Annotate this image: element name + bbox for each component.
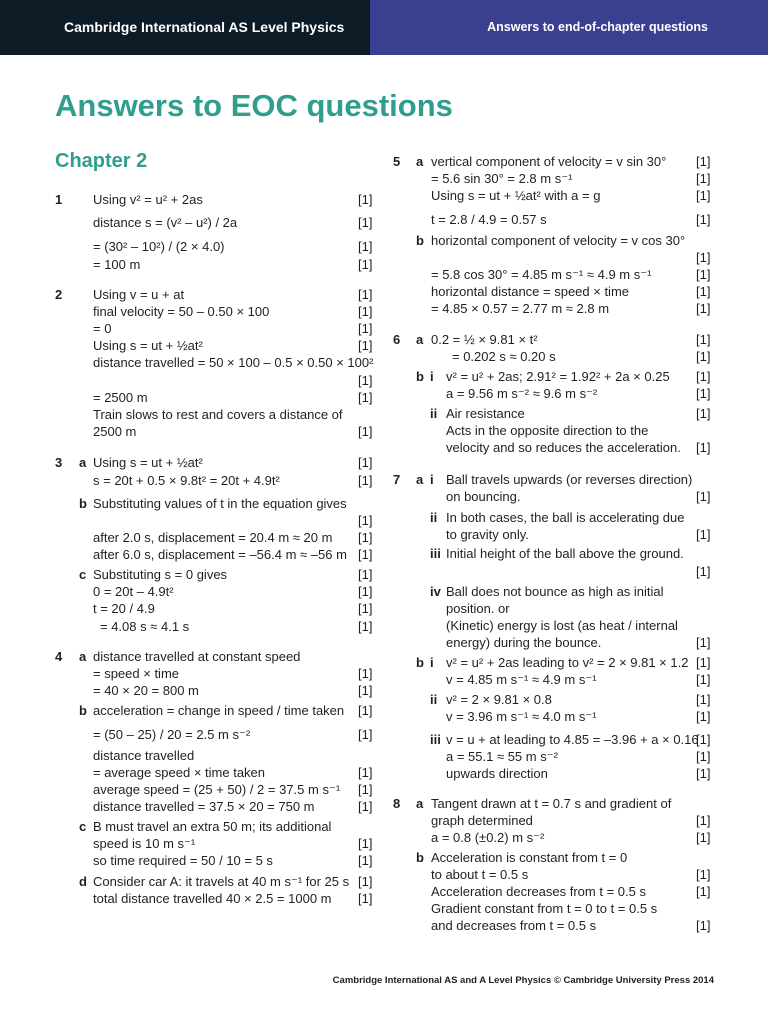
part-label: d [79, 874, 87, 889]
answer-line: speed is 10 m s⁻¹ [93, 836, 196, 851]
answer-line: a = 9.56 m s⁻² ≈ 9.6 m s⁻² [446, 386, 598, 401]
mark-allocation: [1] [696, 440, 711, 455]
mark-allocation: [1] [696, 188, 711, 203]
mark-allocation: [1] [696, 267, 711, 282]
answer-line: horizontal distance = speed × time [431, 284, 630, 299]
answer-line: distance s = (v² – u²) / 2a [93, 215, 238, 230]
part-label: ii [430, 510, 438, 525]
answer-line: = 4.85 × 0.57 = 2.77 m ≈ 2.8 m [431, 301, 610, 316]
answer-line: = (50 – 25) / 20 = 2.5 m s⁻² [93, 727, 251, 742]
answer-line: to about t = 0.5 s [431, 867, 529, 882]
answer-line: Tangent drawn at t = 0.7 s and gradient of [431, 796, 672, 811]
answer-line: velocity and so reduces the acceleration. [446, 440, 681, 455]
mark-allocation: [1] [696, 349, 711, 364]
answer-line: Initial height of the ball above the ground. [446, 546, 684, 561]
answer-line: distance travelled = 50 × 100 – 0.5 × 0.50 × 100² [93, 355, 374, 370]
answer-line: Acceleration decreases from t = 0.5 s [431, 884, 646, 899]
answer-line: = 40 × 20 = 800 m [93, 683, 199, 698]
question-number: 2 [55, 287, 63, 302]
answer-line: = 2500 m [93, 390, 148, 405]
answer-line: Ball does not bounce as high as initial [446, 584, 664, 599]
answer-line: Gradient constant from t = 0 to t = 0.5 s [431, 901, 658, 916]
answer-line: Train slows to rest and covers a distance of [93, 407, 343, 422]
answer-line: to gravity only. [446, 527, 529, 542]
part-label: i [430, 369, 434, 384]
part-label: a [416, 332, 424, 347]
question-number: 5 [393, 154, 401, 169]
mark-allocation: [1] [696, 635, 711, 650]
mark-allocation: [1] [358, 215, 373, 230]
answer-line: Acceleration is constant from t = 0 [431, 850, 628, 865]
question-number: 4 [55, 649, 63, 664]
answer-line: after 6.0 s, displacement = –56.4 m ≈ –56 m [93, 547, 347, 562]
mark-allocation: [1] [696, 369, 711, 384]
answer-line: so time required = 50 / 10 = 5 s [93, 853, 273, 868]
answer-line: Air resistance [446, 406, 525, 421]
part-label: b [416, 655, 424, 670]
answer-line: (Kinetic) energy is lost (as heat / internal [446, 618, 678, 633]
answer-line: v² = u² + 2as; 2.91² = 1.92² + 2a × 0.25 [446, 369, 670, 384]
mark-allocation: [1] [358, 683, 373, 698]
mark-allocation: [1] [696, 284, 711, 299]
answer-line: vertical component of velocity = v sin 30° [431, 154, 667, 169]
part-label: a [416, 472, 424, 487]
answer-line: distance travelled = 37.5 × 20 = 750 m [93, 799, 315, 814]
mark-allocation: [1] [358, 373, 373, 388]
mark-allocation: [1] [358, 799, 373, 814]
answer-line: energy) during the bounce. [446, 635, 602, 650]
answer-line: B must travel an extra 50 m; its additional [93, 819, 332, 834]
mark-allocation: [1] [696, 406, 711, 421]
part-label: iv [430, 584, 441, 599]
answer-line: Ball travels upwards (or reverses direction) [446, 472, 693, 487]
mark-allocation: [1] [358, 513, 373, 528]
answer-line: t = 20 / 4.9 [93, 601, 155, 616]
mark-allocation: [1] [696, 212, 711, 227]
mark-allocation: [1] [696, 386, 711, 401]
answer-line: = 4.08 s ≈ 4.1 s [100, 619, 190, 634]
mark-allocation: [1] [358, 473, 373, 488]
answer-line: average speed = (25 + 50) / 2 = 37.5 m s⁻¹ [93, 782, 341, 797]
mark-allocation: [1] [358, 703, 373, 718]
answer-line: Substituting s = 0 gives [93, 567, 228, 582]
mark-allocation: [1] [358, 891, 373, 906]
mark-allocation: [1] [696, 250, 711, 265]
mark-allocation: [1] [358, 530, 373, 545]
answer-line: v = 4.85 m s⁻¹ ≈ 4.9 m s⁻¹ [446, 672, 597, 687]
answer-line: on bouncing. [446, 489, 521, 504]
part-label: a [416, 796, 424, 811]
part-label: c [79, 819, 87, 834]
answer-line: total distance travelled 40 × 2.5 = 1000 m [93, 891, 332, 906]
mark-allocation: [1] [358, 853, 373, 868]
answer-line: = 0 [93, 321, 112, 336]
answer-line: distance travelled [93, 748, 195, 763]
mark-allocation: [1] [696, 709, 711, 724]
question-number: 7 [393, 472, 401, 487]
answer-line: = 5.8 cos 30° = 4.85 m s⁻¹ ≈ 4.9 m s⁻¹ [431, 267, 652, 282]
mark-allocation: [1] [358, 601, 373, 616]
mark-allocation: [1] [358, 390, 373, 405]
mark-allocation: [1] [358, 547, 373, 562]
answer-line: v² = u² + 2as leading to v² = 2 × 9.81 × 1.2 [446, 655, 689, 670]
mark-allocation: [1] [696, 564, 711, 579]
header-book-title: Cambridge International AS Level Physics [0, 0, 370, 55]
answer-line: Using v = u + at [93, 287, 185, 302]
answer-line: t = 2.8 / 4.9 = 0.57 s [431, 212, 547, 227]
mark-allocation: [1] [696, 813, 711, 828]
answer-line: v = 3.96 m s⁻¹ ≈ 4.0 m s⁻¹ [446, 709, 597, 724]
part-label: iii [430, 732, 441, 747]
mark-allocation: [1] [696, 171, 711, 186]
mark-allocation: [1] [696, 672, 711, 687]
mark-allocation: [1] [696, 884, 711, 899]
answer-line: v² = 2 × 9.81 × 0.8 [446, 692, 552, 707]
answer-line: s = 20t + 0.5 × 9.8t² = 20t + 4.9t² [93, 473, 280, 488]
mark-allocation: [1] [696, 489, 711, 504]
question-number: 3 [55, 455, 63, 470]
answer-line: Substituting values of t in the equation gives [93, 496, 347, 511]
answer-line: Using s = ut + ½at² [93, 455, 203, 470]
mark-allocation: [1] [696, 867, 711, 882]
part-label: iii [430, 546, 441, 561]
answer-line: final velocity = 50 – 0.50 × 100 [93, 304, 270, 319]
part-label: b [416, 850, 424, 865]
mark-allocation: [1] [358, 836, 373, 851]
part-label: a [79, 455, 87, 470]
mark-allocation: [1] [696, 749, 711, 764]
answer-line: 2500 m [93, 424, 137, 439]
mark-allocation: [1] [358, 424, 373, 439]
chapter-heading: Chapter 2 [55, 150, 148, 172]
answer-line: = (30² – 10²) / (2 × 4.0) [93, 239, 225, 254]
answer-line: 0 = 20t – 4.9t² [93, 584, 174, 599]
part-label: b [416, 233, 424, 248]
mark-allocation: [1] [696, 732, 711, 747]
answer-line: a = 0.8 (±0.2) m s⁻² [431, 830, 545, 845]
answer-line: position. or [446, 601, 510, 616]
answer-line: Using s = ut + ½at² with a = g [431, 188, 601, 203]
mark-allocation: [1] [696, 301, 711, 316]
mark-allocation: [1] [358, 666, 373, 681]
answer-line: horizontal component of velocity = v cos 30° [431, 233, 686, 248]
answer-line: distance travelled at constant speed [93, 649, 301, 664]
mark-allocation: [1] [358, 304, 373, 319]
answer-line: = speed × time [93, 666, 179, 681]
mark-allocation: [1] [696, 830, 711, 845]
answer-line: = 100 m [93, 257, 141, 272]
answer-line: and decreases from t = 0.5 s [431, 918, 597, 933]
answer-line: In both cases, the ball is accelerating due [446, 510, 685, 525]
answer-line: = 0.202 s ≈ 0.20 s [452, 349, 556, 364]
question-number: 8 [393, 796, 401, 811]
mark-allocation: [1] [696, 332, 711, 347]
answer-line: v = u + at leading to 4.85 = –3.96 + a × 0.16 [446, 732, 699, 747]
mark-allocation: [1] [696, 527, 711, 542]
answer-line: after 2.0 s, displacement = 20.4 m ≈ 20 m [93, 530, 333, 545]
mark-allocation: [1] [358, 287, 373, 302]
mark-allocation: [1] [358, 455, 373, 470]
answer-line: acceleration = change in speed / time taken [93, 703, 345, 718]
mark-allocation: [1] [358, 584, 373, 599]
mark-allocation: [1] [358, 727, 373, 742]
mark-allocation: [1] [358, 874, 373, 889]
answer-line: = 5.6 sin 30° = 2.8 m s⁻¹ [431, 171, 573, 186]
part-label: i [430, 655, 434, 670]
page-title: Answers to EOC questions [55, 88, 453, 123]
header-section-title: Answers to end-of-chapter questions [370, 0, 768, 55]
answer-line: upwards direction [446, 766, 548, 781]
part-label: b [79, 496, 87, 511]
part-label: i [430, 472, 434, 487]
mark-allocation: [1] [696, 918, 711, 933]
part-label: ii [430, 692, 438, 707]
mark-allocation: [1] [696, 766, 711, 781]
part-label: ii [430, 406, 438, 421]
mark-allocation: [1] [696, 154, 711, 169]
answer-line: = average speed × time taken [93, 765, 266, 780]
mark-allocation: [1] [358, 567, 373, 582]
part-label: a [79, 649, 87, 664]
question-number: 1 [55, 192, 63, 207]
answer-line: graph determined [431, 813, 533, 828]
part-label: a [416, 154, 424, 169]
mark-allocation: [1] [696, 655, 711, 670]
mark-allocation: [1] [358, 338, 373, 353]
part-label: b [79, 703, 87, 718]
mark-allocation: [1] [358, 782, 373, 797]
mark-allocation: [1] [358, 321, 373, 336]
answer-line: Acts in the opposite direction to the [446, 423, 649, 438]
mark-allocation: [1] [358, 619, 373, 634]
answer-line: Using v² = u² + 2as [93, 192, 203, 207]
part-label: b [416, 369, 424, 384]
mark-allocation: [1] [696, 692, 711, 707]
answer-line: Using s = ut + ½at² [93, 338, 203, 353]
mark-allocation: [1] [358, 257, 373, 272]
answer-line: 0.2 = ½ × 9.81 × t² [431, 332, 538, 347]
part-label: c [79, 567, 87, 582]
answer-line: a = 55.1 ≈ 55 m s⁻² [446, 749, 558, 764]
mark-allocation: [1] [358, 192, 373, 207]
mark-allocation: [1] [358, 239, 373, 254]
question-number: 6 [393, 332, 401, 347]
copyright-footer: Cambridge International AS and A Level Physics © Cambridge University Press 2014 [332, 975, 714, 986]
answer-line: Consider car A: it travels at 40 m s⁻¹ for 25 s [93, 874, 350, 889]
mark-allocation: [1] [358, 765, 373, 780]
